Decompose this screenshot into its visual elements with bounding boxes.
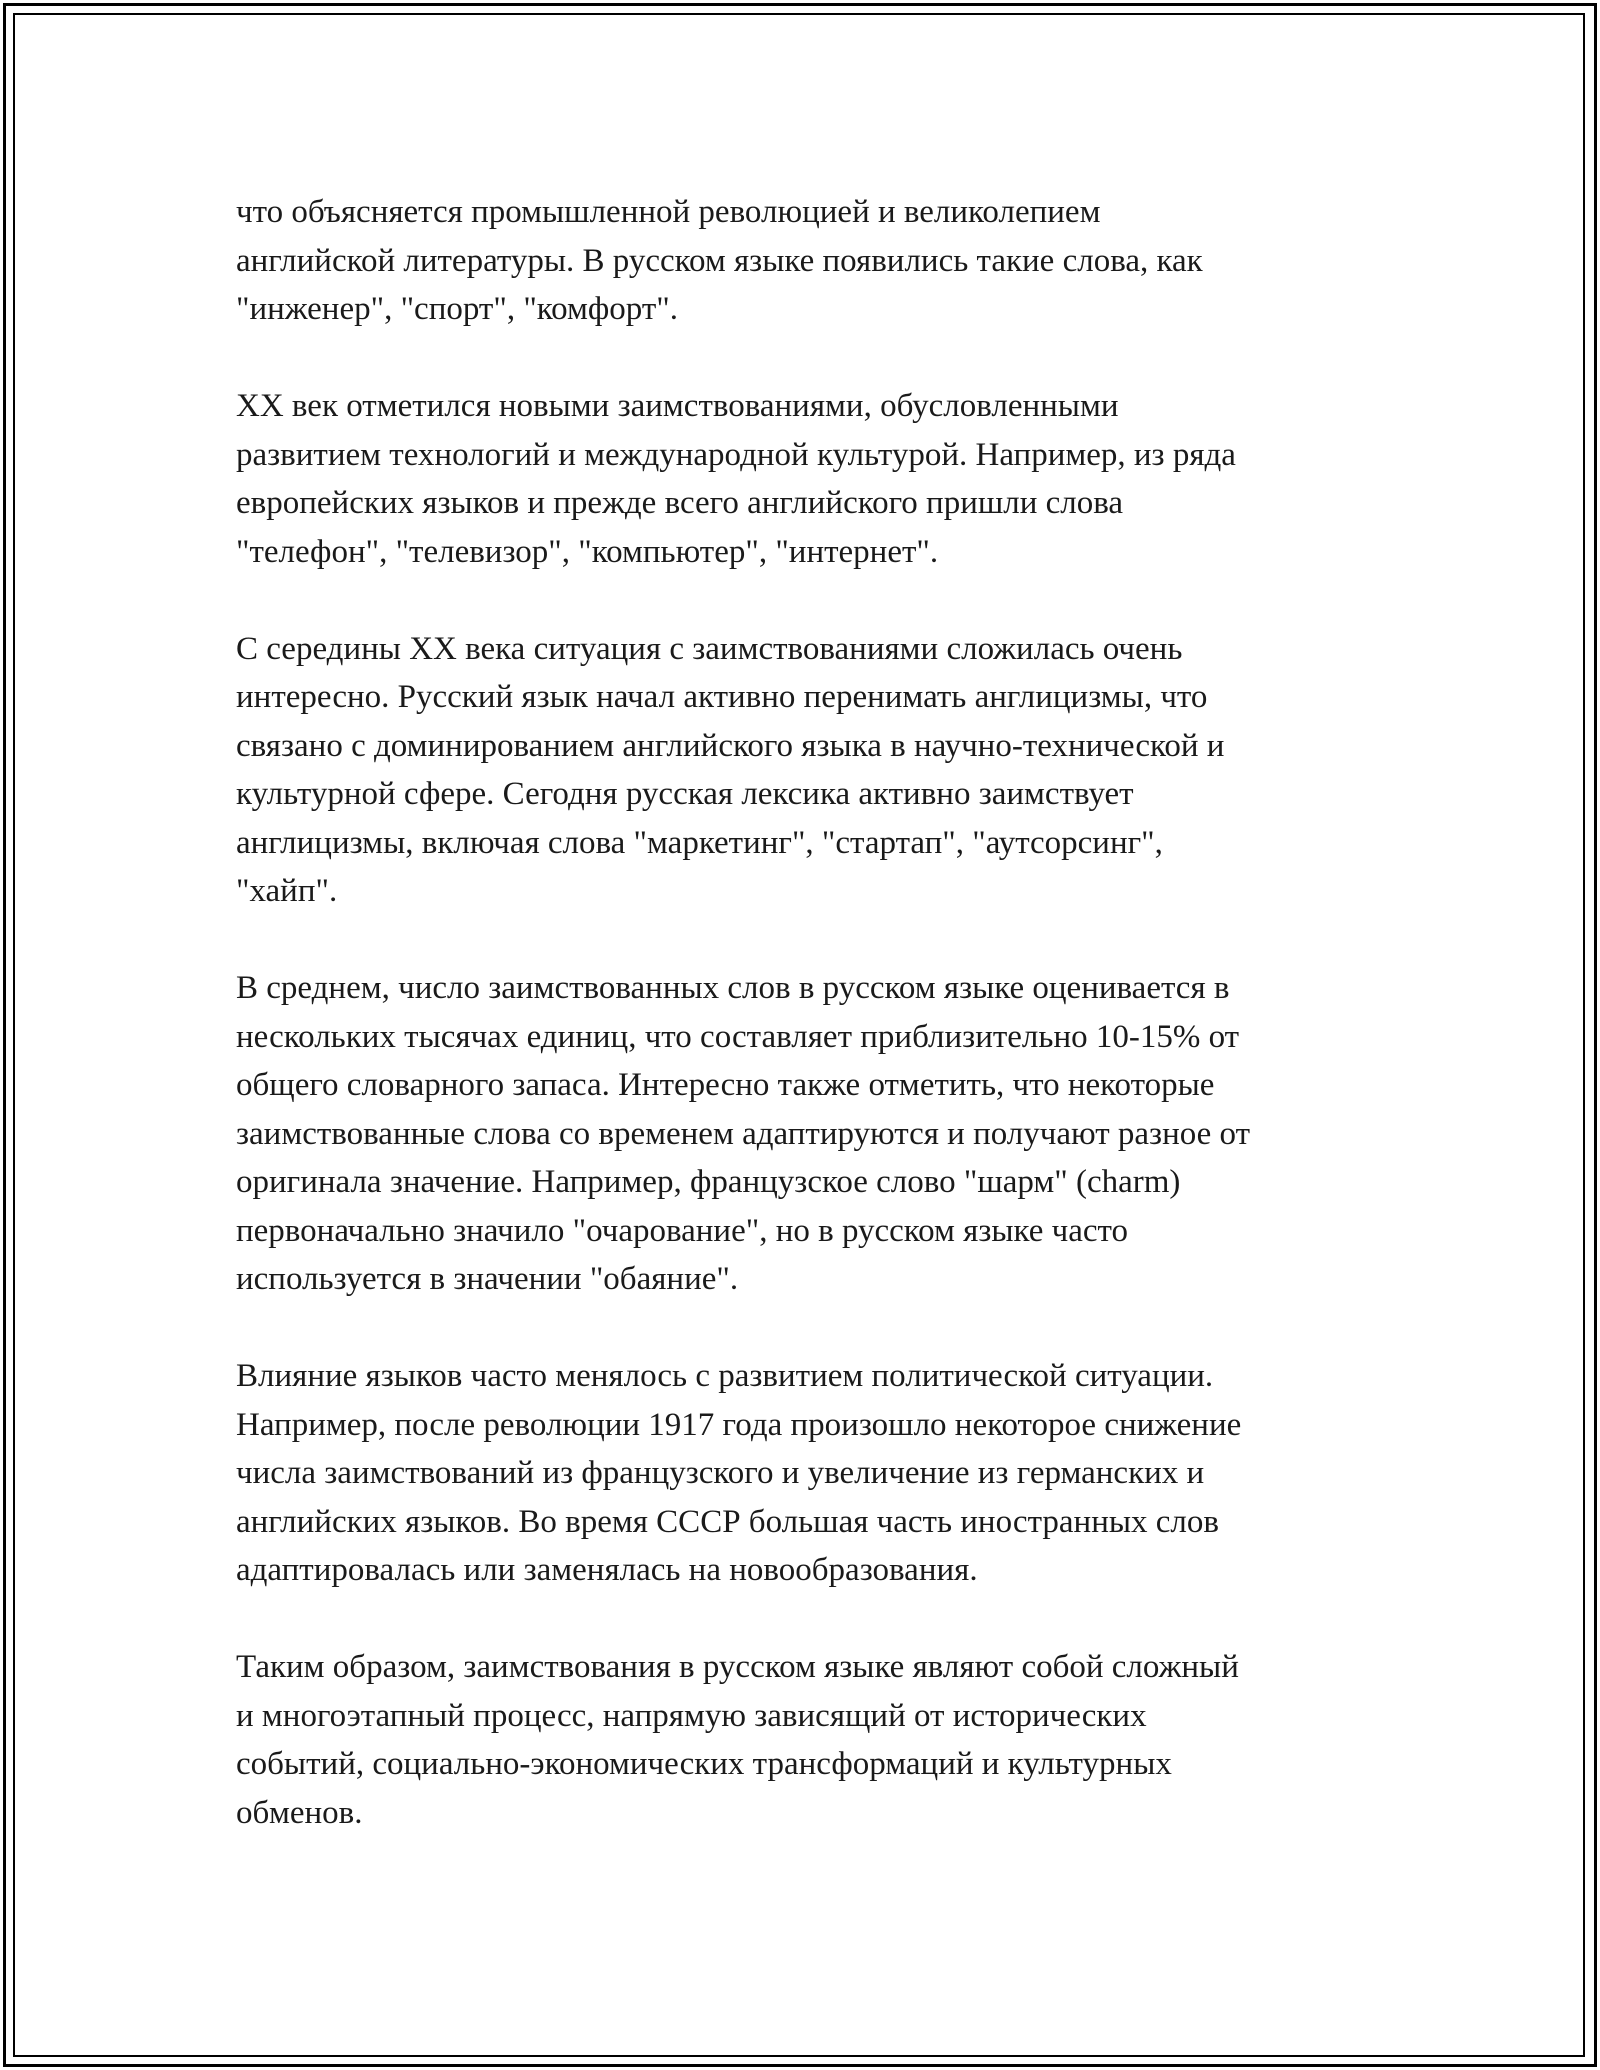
document-body [236,188,1386,1837]
paragraph-political-influence: Влияние языков часто менялось с развитием политической ситуации. Например, после революции 1917 года произошло некоторое снижение числа заимствований из французского и увеличение из германских и английских языков. Во время СССР большая часть иностранных слов адаптировалась или заменялась на новообразования. [236,1358,1242,1588]
paragraph-borrowing-statistics: В среднем, число заимствованных слов в русском языке оценивается в нескольких тысячах единиц, что составляет приблизительно 10-15% от общего словарного запаса. Интересно также отметить, что некоторые заимствованные слова со временем адаптируются и получают разное от оригинала значение. Например, французское слово "шарм" (charm) первоначально значило "очарование", но в русском языке часто используется в значении "обаяние". [236,970,1251,1297]
paragraph-english-influence: что объясняется промышленной революцией и великолепием английской литературы. В русском языке появились такие слова, как "инженер", "спорт", "комфорт". [236,194,1203,327]
paragraph-conclusion: Таким образом, заимствования в русском языке являют собой сложный и многоэтапный процесс, напрямую зависящий от исторических событий, социально-экономических трансформаций и культурных обменов. [236,1649,1239,1831]
paragraph-twentieth-century: XX век отметился новыми заимствованиями, обусловленными развитием технологий и международной культурой. Например, из ряда европейских языков и прежде всего английского пришли слова "телефон", "телевизор", "компьютер", "интернет". [236,388,1236,570]
paragraph-mid-century-anglicisms: С середины XX века ситуация с заимствованиями сложилась очень интересно. Русский язык начал активно перенимать англицизмы, что связано с доминированием английского языка в научно-технической и культурной сфере. Сегодня русская лексика активно заимствует англицизмы, включая слова "маркетинг", "стартап", "аутсорсинг", "хайп". [236,630,1225,909]
